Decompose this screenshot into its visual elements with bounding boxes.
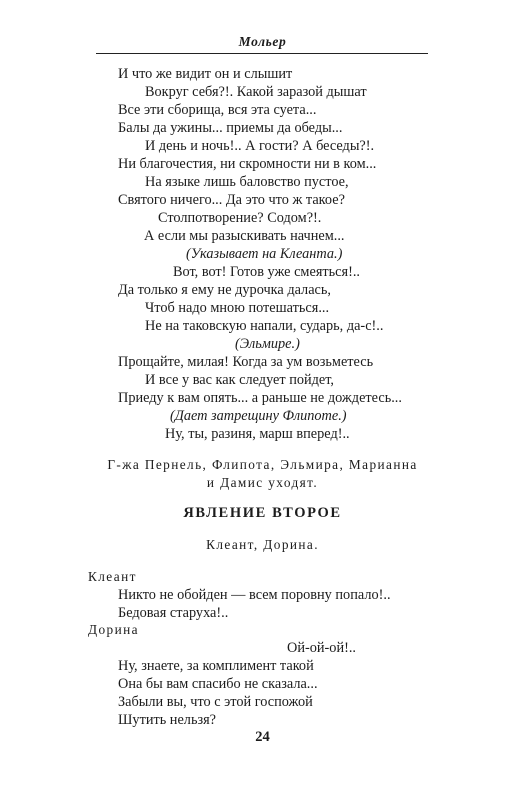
dialogue-line: Ну, знаете, за комплимент такой (118, 658, 314, 674)
verse-line: Приеду к вам опять... а раньше не дождетесь... (118, 390, 402, 406)
verse-line: Святого ничего... Да это что ж такое? (118, 192, 345, 208)
verse-line: Прощайте, милая! Когда за ум возьметесь (118, 354, 374, 370)
dialogue-line: Забыли вы, что с этой госпожой (118, 694, 313, 710)
dialogue-line: Бедовая старуха!.. (118, 605, 229, 621)
dialogue-line: Шутить нельзя? (118, 712, 217, 728)
verse-line: Ни благочестия, ни скромности ни в ком... (118, 156, 377, 172)
verse-line: На языке лишь баловство пустое, (145, 174, 349, 190)
scene-characters: Клеант, Дорина. (206, 537, 319, 552)
running-head: Мольер (238, 34, 287, 49)
exit-direction-line: и Дамис уходят. (206, 475, 319, 490)
verse-line: Вокруг себя?!. Какой заразой дышат (145, 84, 367, 100)
stage-direction: (Эльмире.) (235, 336, 300, 352)
verse-line: Чтоб надо мною потешаться... (145, 300, 330, 316)
speaker-name: Клеант (88, 569, 137, 584)
dialogue-line: Ой-ой-ой!.. (287, 640, 357, 656)
verse-line: Балы да ужины... приемы да обеды... (118, 120, 343, 136)
verse-line: Вот, вот! Готов уже смеяться!.. (173, 264, 360, 280)
header-rule (96, 53, 428, 54)
verse-line: Ну, ты, разиня, марш вперед!.. (165, 426, 350, 442)
verse-line: А если мы разыскивать начнем... (144, 228, 345, 244)
scene-heading: ЯВЛЕНИЕ ВТОРОЕ (183, 505, 342, 521)
speaker-name: Дорина (88, 622, 139, 637)
verse-line: Все эти сборища, вся эта суета... (118, 102, 317, 118)
stage-direction: (Указывает на Клеанта.) (186, 246, 343, 262)
verse-line: Столпотворение? Содом?!. (158, 210, 322, 226)
verse-line: И что же видит он и слышит (118, 66, 293, 82)
verse-line: И день и ночь!.. А гости? А беседы?!. (145, 138, 375, 154)
verse-line: И все у вас как следует пойдет, (145, 372, 335, 388)
page-number: 24 (255, 729, 270, 745)
verse-line: Да только я ему не дурочка далась, (118, 282, 331, 298)
dialogue-line: Она бы вам спасибо не сказала... (118, 676, 318, 692)
verse-line: Не на таковскую напали, сударь, да-с!.. (145, 318, 384, 334)
dialogue-line: Никто не обойден — всем поровну попало!.. (118, 587, 391, 603)
exit-direction-line: Г-жа Пернель, Флипота, Эльмира, Марианна (107, 457, 418, 472)
stage-direction: (Дает затрещину Флипоте.) (170, 408, 347, 424)
